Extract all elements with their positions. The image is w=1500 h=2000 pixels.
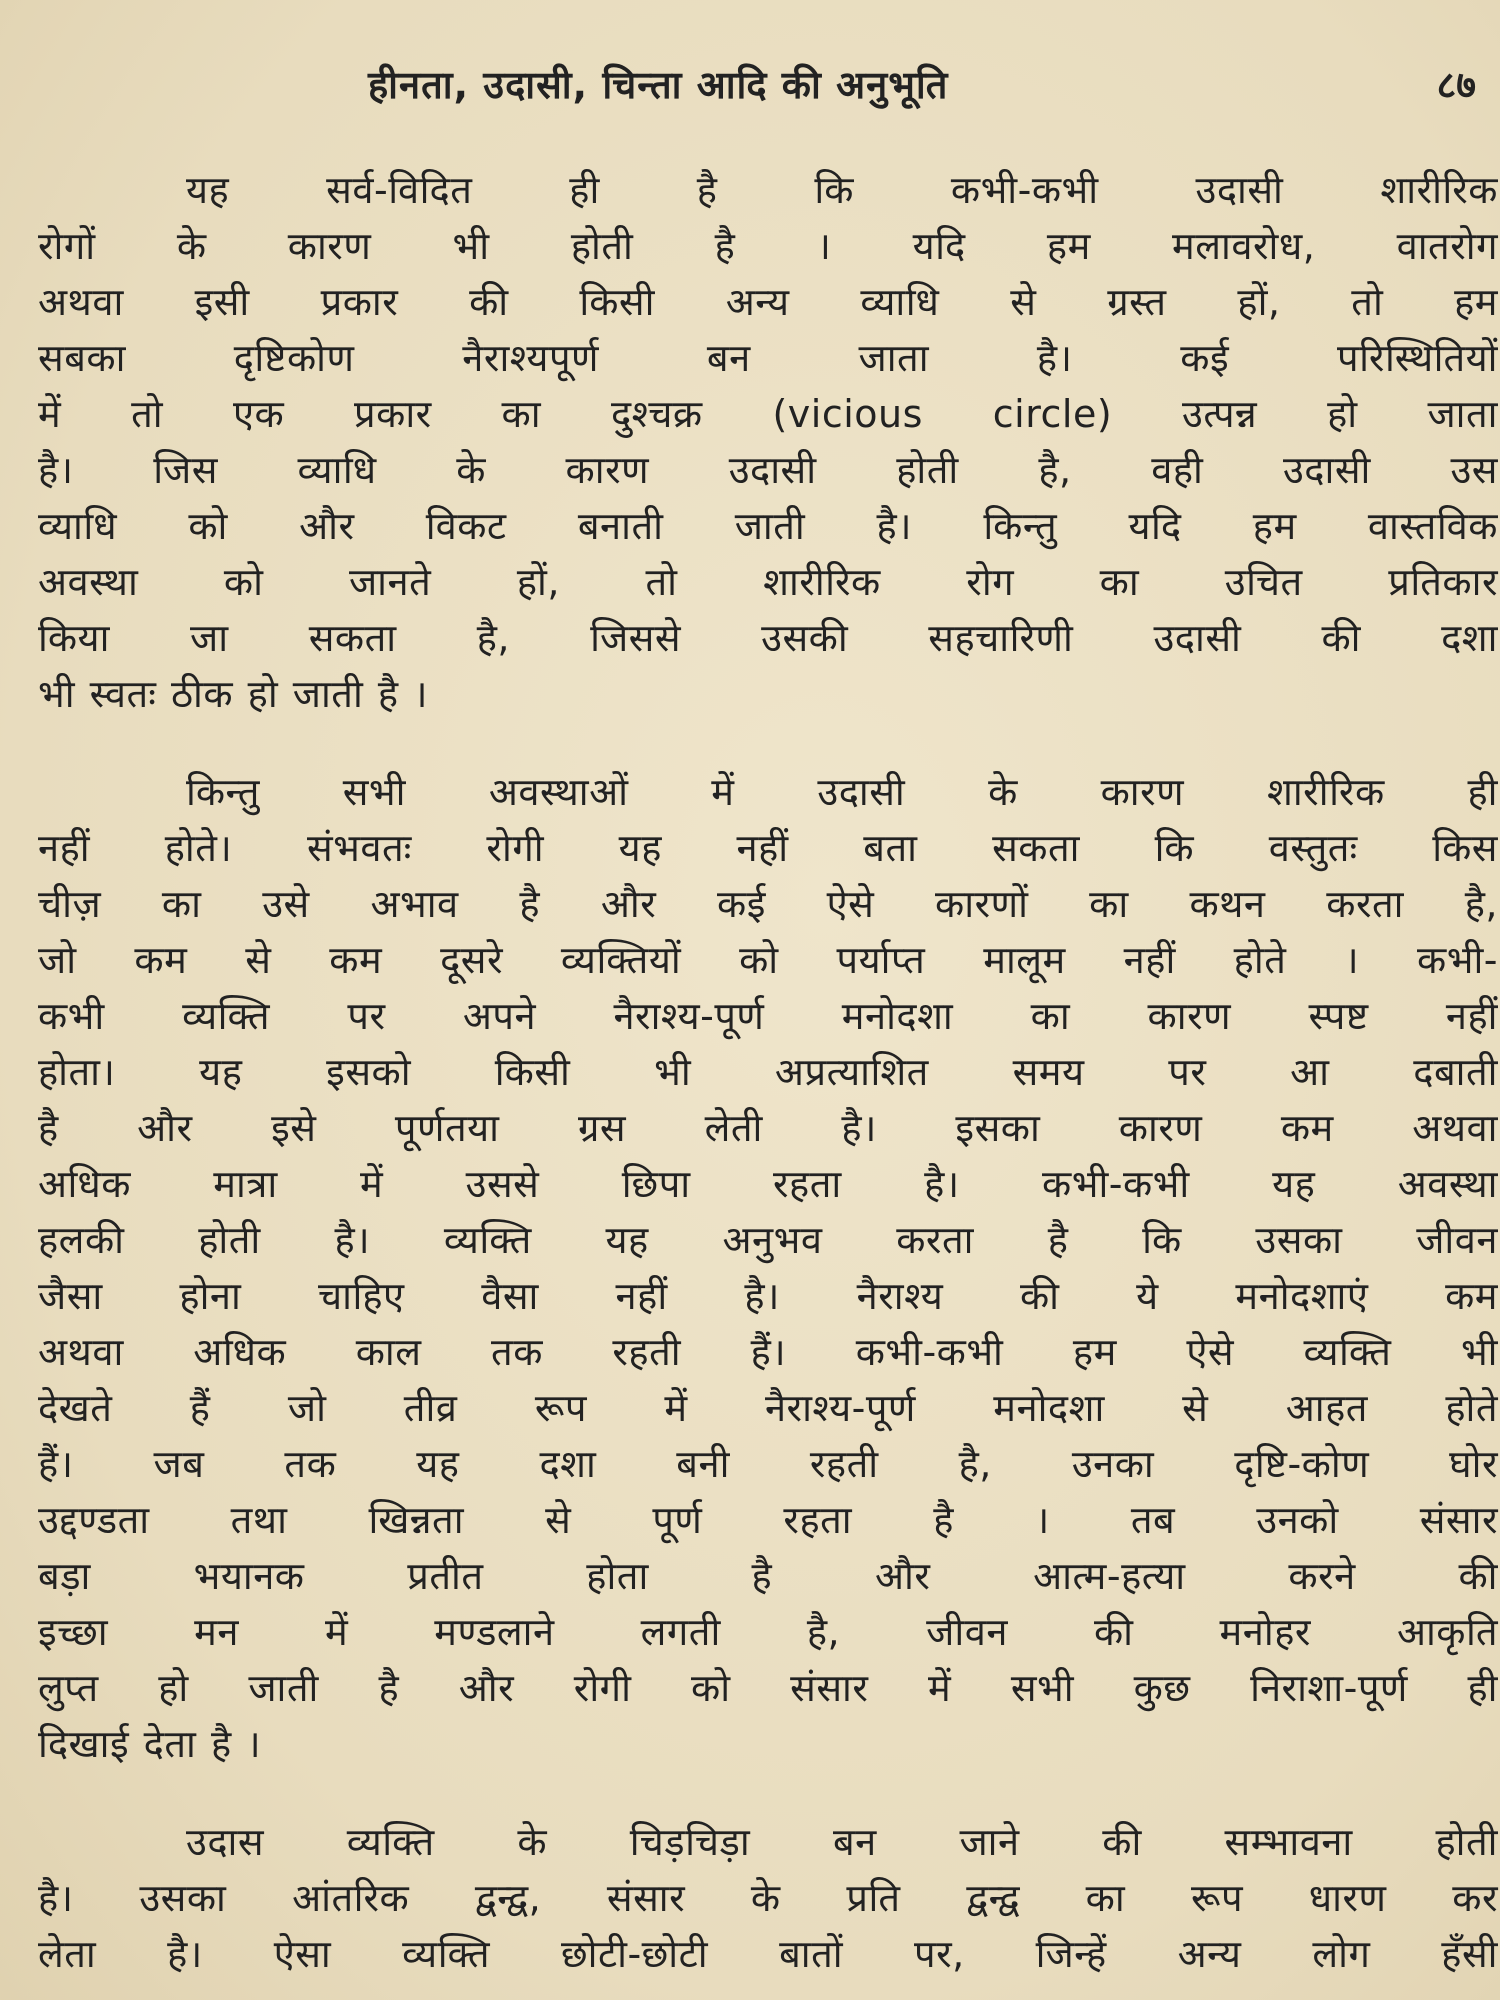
page-header <box>38 58 1498 118</box>
running-head: हीनता, उदासी, चिन्ता आदि की अनुभूति <box>368 63 949 107</box>
text-line: है। उसका आंतरिक द्वन्द्व, संसार के प्रति द्वन्द्व का रूप धारण कर <box>38 1876 1498 1920</box>
text-line: होता। यह इसको किसी भी अप्रत्याशित समय पर आ दबाती <box>38 1050 1498 1094</box>
text-line: उदास व्यक्ति के चिड़चिड़ा बन जाने की सम्भावना होती <box>186 1820 1498 1864</box>
text-line: जैसा होना चाहिए वैसा नहीं है। नैराश्य की ये मनोदशाएं कम <box>38 1274 1498 1318</box>
text-line: हैं। जब तक यह दशा बनी रहती है, उनका दृष्टि-कोण घोर <box>38 1442 1498 1486</box>
text-line: अवस्था को जानते हों, तो शारीरिक रोग का उचित प्रतिकार <box>38 560 1498 604</box>
text-line: लेता है। ऐसा व्यक्ति छोटी-छोटी बातों पर, जिन्हें अन्य लोग हँसी <box>38 1932 1498 1976</box>
text-line: इच्छा मन में मण्डलाने लगती है, जीवन की मनोहर आकृति <box>38 1610 1498 1654</box>
page-number: ८७ <box>1436 63 1476 107</box>
text-line: देखते हैं जो तीव्र रूप में नैराश्य-पूर्ण मनोदशा से आहत होते <box>38 1386 1498 1430</box>
text-line: बड़ा भयानक प्रतीत होता है और आत्म-हत्या करने की <box>38 1554 1498 1598</box>
text-line: किया जा सकता है, जिससे उसकी सहचारिणी उदासी की दशा <box>38 616 1498 660</box>
text-line: कभी व्यक्ति पर अपने नैराश्य-पूर्ण मनोदशा का कारण स्पष्ट नहीं <box>38 994 1498 1038</box>
text-line: भी स्वतः ठीक हो जाती है । <box>38 672 429 716</box>
text-line: अधिक मात्रा में उससे छिपा रहता है। कभी-कभी यह अवस्था <box>38 1162 1498 1206</box>
text-line: में तो एक प्रकार का दुश्चक्र (vicious circle) उत्पन्न हो जाता <box>38 392 1498 436</box>
text-line: अथवा इसी प्रकार की किसी अन्य व्याधि से ग्रस्त हों, तो हम <box>38 280 1498 324</box>
text-line: हलकी होती है। व्यक्ति यह अनुभव करता है कि उसका जीवन <box>38 1218 1498 1262</box>
text-line: नहीं होते। संभवतः रोगी यह नहीं बता सकता कि वस्तुतः किस <box>38 826 1498 870</box>
paragraph <box>38 162 1498 722</box>
text-line: है। जिस व्याधि के कारण उदासी होती है, वही उदासी उस <box>38 448 1498 492</box>
text-line: है और इसे पूर्णतया ग्रस लेती है। इसका कारण कम अथवा <box>38 1106 1498 1150</box>
text-line: व्याधि को और विकट बनाती जाती है। किन्तु यदि हम वास्तविक <box>38 504 1498 548</box>
text-line: दिखाई देता है । <box>38 1722 262 1766</box>
text-line: उद्दण्डता तथा खिन्नता से पूर्ण रहता है । तब उनको संसार <box>38 1498 1498 1542</box>
paragraph <box>38 1814 1498 1982</box>
text-line: सबका दृष्टिकोण नैराश्यपूर्ण बन जाता है। कई परिस्थितियों <box>38 336 1498 380</box>
text-line: लुप्त हो जाती है और रोगी को संसार में सभी कुछ निराशा-पूर्ण ही <box>38 1666 1498 1710</box>
text-line: अथवा अधिक काल तक रहती हैं। कभी-कभी हम ऐसे व्यक्ति भी <box>38 1330 1498 1374</box>
text-line: रोगों के कारण भी होती है । यदि हम मलावरोध, वातरोग <box>38 224 1498 268</box>
text-line: चीज़ का उसे अभाव है और कई ऐसे कारणों का कथन करता है, <box>38 882 1498 926</box>
text-line: किन्तु सभी अवस्थाओं में उदासी के कारण शारीरिक ही <box>186 770 1498 814</box>
paragraph <box>38 764 1498 1772</box>
text-line: यह सर्व-विदित ही है कि कभी-कभी उदासी शारीरिक <box>186 168 1498 212</box>
text-line: जो कम से कम दूसरे व्यक्तियों को पर्याप्त मालूम नहीं होते । कभी- <box>38 938 1498 982</box>
